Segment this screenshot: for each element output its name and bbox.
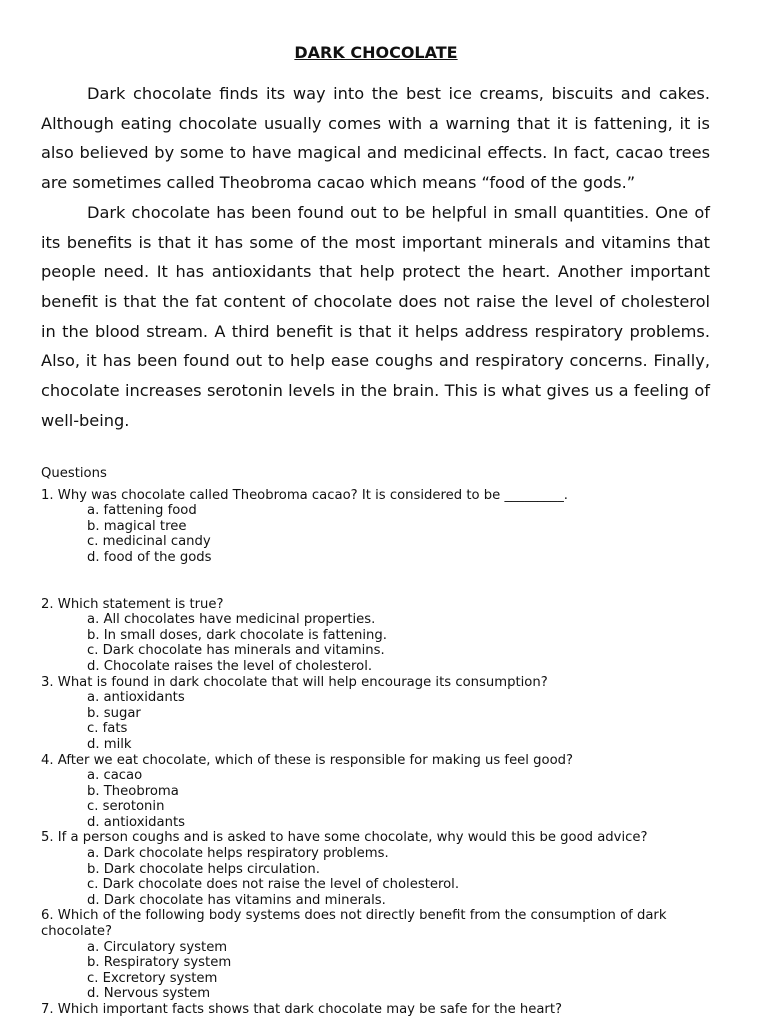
passage-paragraph-1: Dark chocolate finds its way into the best ice creams, biscuits and cakes. Although eating chocolate usually comes with a warning that it is fattening, it is also believed by some to have magical and medicinal effects. In fact, cacao trees are sometimes called Theobroma cacao which means “food of the gods.” <box>41 84 710 193</box>
answer-option: d. milk <box>87 736 132 752</box>
question-6 <box>41 908 721 1002</box>
answer-option: d. Chocolate raises the level of cholesterol. <box>87 658 373 674</box>
question-2 <box>41 597 721 675</box>
answer-options <box>41 846 721 908</box>
answer-option: c. Dark chocolate does not raise the level of cholesterol. <box>87 877 460 893</box>
question-1 <box>41 488 721 566</box>
answer-option: b. Respiratory system <box>87 955 232 971</box>
question-text: 6. Which of the following body systems does not directly benefit from the consumption of dark chocolate? <box>41 908 667 940</box>
answer-option: b. Dark chocolate helps circulation. <box>87 861 320 877</box>
answer-option: a. fattening food <box>87 503 197 519</box>
answer-option: d. Nervous system <box>87 986 211 1002</box>
answer-option: a. Circulatory system <box>87 939 228 955</box>
answer-options <box>41 940 721 1002</box>
question-text: 3. What is found in dark chocolate that will help encourage its consumption? <box>41 674 548 690</box>
answer-options <box>41 612 721 674</box>
answer-option: c. medicinal candy <box>87 534 211 550</box>
question-3 <box>41 675 721 753</box>
question-text: 4. After we eat chocolate, which of these is responsible for making us feel good? <box>41 752 574 768</box>
answer-option: b. Theobroma <box>87 783 179 799</box>
answer-options <box>41 503 721 565</box>
question-text: 5. If a person coughs and is asked to have some chocolate, why would this be good advice? <box>41 830 648 846</box>
answer-options <box>41 768 721 830</box>
answer-option: c. Excretory system <box>87 970 218 986</box>
answer-option: d. antioxidants <box>87 814 186 830</box>
question-text: 7. Which important facts shows that dark chocolate may be safe for the heart? <box>41 1002 563 1017</box>
answer-option: c. Dark chocolate has minerals and vitamins. <box>87 643 385 659</box>
answer-options <box>41 690 721 752</box>
passage-paragraph-2: Dark chocolate has been found out to be helpful in small quantities. One of its benefits is that it has some of the most important minerals and vitamins that people need. It has antioxidants that help protect the heart. Another important benefit is that the fat content of chocolate does not raise the level of cholesterol in the blood stream. A third benefit is that it helps address respiratory problems. Also, it has been found out to help ease coughs and respiratory concerns. Finally, chocolate increases serotonin levels in the brain. This is what gives us a feeling of well-being. <box>41 202 710 430</box>
answer-option: d. food of the gods <box>87 549 212 565</box>
answer-option: b. In small doses, dark chocolate is fattening. <box>87 627 387 643</box>
question-text: 1. Why was chocolate called Theobroma cacao? It is considered to be _________. <box>41 487 568 503</box>
questions-heading: Questions <box>41 466 107 481</box>
answer-option: a. Dark chocolate helps respiratory problems. <box>87 846 389 862</box>
answer-option: c. fats <box>87 721 128 737</box>
answer-option: a. cacao <box>87 768 143 784</box>
answer-option: b. sugar <box>87 705 141 721</box>
answer-option: d. Dark chocolate has vitamins and minerals. <box>87 892 386 908</box>
question-text: 2. Which statement is true? <box>41 596 224 612</box>
question-5 <box>41 830 721 908</box>
question-7 <box>41 1002 721 1018</box>
answer-option: b. magical tree <box>87 518 187 534</box>
answer-option: a. antioxidants <box>87 690 185 706</box>
document-title: DARK CHOCOLATE <box>294 43 458 62</box>
answer-option: a. All chocolates have medicinal properties. <box>87 612 376 628</box>
questions-section <box>41 466 721 1018</box>
reading-passage <box>41 79 710 435</box>
question-4 <box>41 753 721 831</box>
answer-option: c. serotonin <box>87 799 165 815</box>
